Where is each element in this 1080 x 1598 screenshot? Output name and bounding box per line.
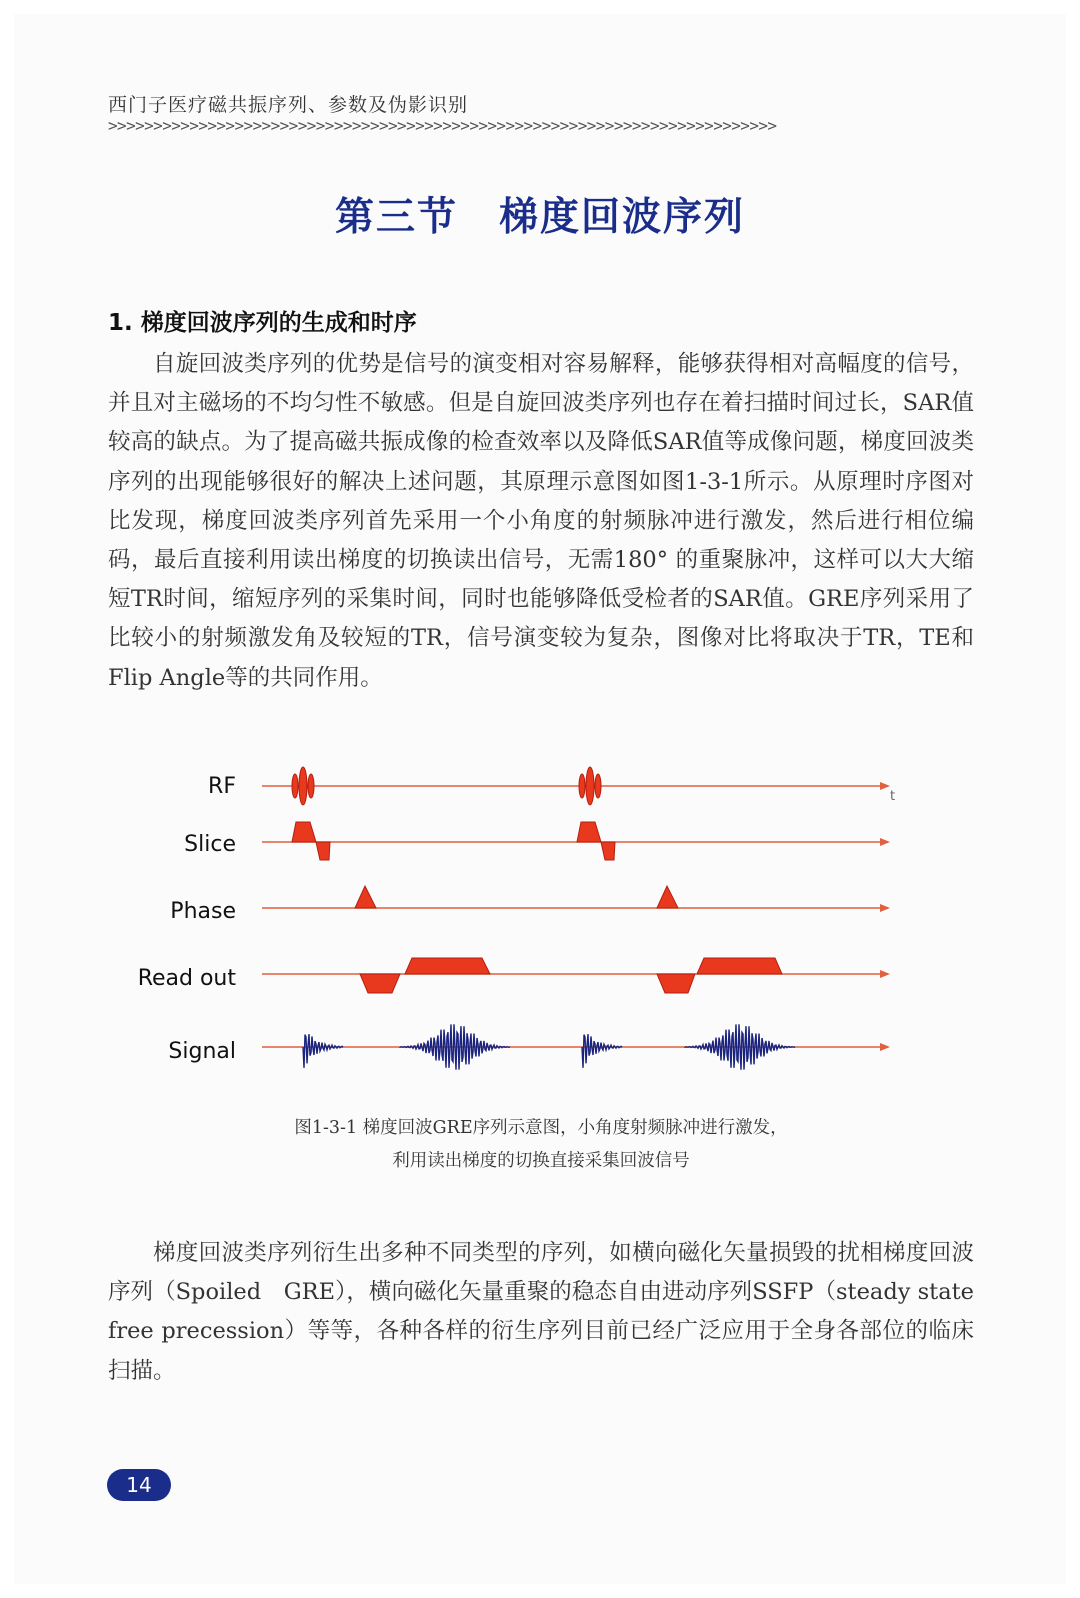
rf-axis-arrowhead [880,782,890,790]
gre-sequence-diagram [130,760,930,1090]
readout-gradient-1 [405,958,490,974]
sequence-timing-svg [130,760,930,1090]
time-axis-label: t [890,789,896,804]
phase-axis-arrowhead [880,904,890,912]
readout-prephase-2 [657,974,695,993]
row-label-rf: RF [208,774,236,799]
row-label-phase: Phase [170,899,236,924]
page-number-badge: 14 [107,1469,171,1501]
echo-signal-2 [685,1024,795,1069]
signal-axis-arrowhead [880,1043,890,1051]
echo-signal-1 [400,1024,510,1069]
body-paragraph-1: 自旋回波类序列的优势是信号的演变相对容易解释，能够获得相对高幅度的信号，并且对主磁场的不均匀性不敏感。但是自旋回波类序列也存在着扫描时间过长，SAR值较高的缺点。为了提高磁共振成像的检查效率以及降低SAR值等成像问题，梯度回波类序列的出现能够很好的解决上述问题，其原理示意图如图1-3-1所示。从原理时序图对比发现，梯度回波类序列首先采用一个小角度的射频脉冲进行激发，然后进行相位编码，最后直接利用读出梯度的切换读出信号，无需180° 的重聚脉冲，这样可以大大缩短TR时间，缩短序列的采集时间，同时也能够降低受检者的SAR值。GRE序列采用了比较小的射频激发角及较短的TR，信号演变较为复杂，图像对比将取决于TR，TE和Flip Angle等的共同作用。 [108,351,974,691]
fid-signal-2 [582,1034,622,1068]
running-header: 西门子医疗磁共振序列、参数及伪影识别 [108,94,469,116]
slice-rephase-1 [316,842,330,860]
phase-gradient-1 [355,886,376,908]
slice-rephase-2 [601,842,615,860]
row-label-readout: Read out [137,966,236,991]
body-paragraph-2: 梯度回波类序列衍生出多种不同类型的序列，如横向磁化矢量损毁的扰相梯度回波序列（Spoiled GRE），横向磁化矢量重聚的稳态自由进动序列SSFP（steady state free precession）等等，各种各样的衍生序列目前已经广泛应用于全身各部位的临床扫描。 [108,1240,974,1384]
slice-axis-arrowhead [880,838,890,846]
header-arrow-rule: >>>>>>>>>>>>>>>>>>>>>>>>>>>>>>>>>>>>>>>>>>>>>>>>>>>>>>>>>>>>>>>>>>>>>>>>>> [108,116,777,135]
row-label-slice: Slice [184,832,236,857]
caption-line-2: 利用读出梯度的切换直接采集回波信号 [392,1151,690,1171]
slice-gradient-1 [292,822,316,842]
phase-gradient-2 [657,886,678,908]
readout-gradient-2 [697,958,782,974]
section-title: 第三节 梯度回波序列 [334,194,745,240]
slice-gradient-2 [577,822,601,842]
figure-caption [108,1112,974,1178]
rf-pulse-2 [579,767,601,805]
rf-pulse-1 [292,767,314,805]
row-label-signal: Signal [168,1039,236,1064]
readout-prephase-1 [360,974,400,993]
fid-signal-1 [303,1034,343,1068]
caption-line-1: 图1-3-1 梯度回波GRE序列示意图，小角度射频脉冲进行激发， [294,1118,788,1138]
subsection-heading: 1. 梯度回波序列的生成和时序 [108,310,417,336]
readout-axis-arrowhead [880,970,890,978]
